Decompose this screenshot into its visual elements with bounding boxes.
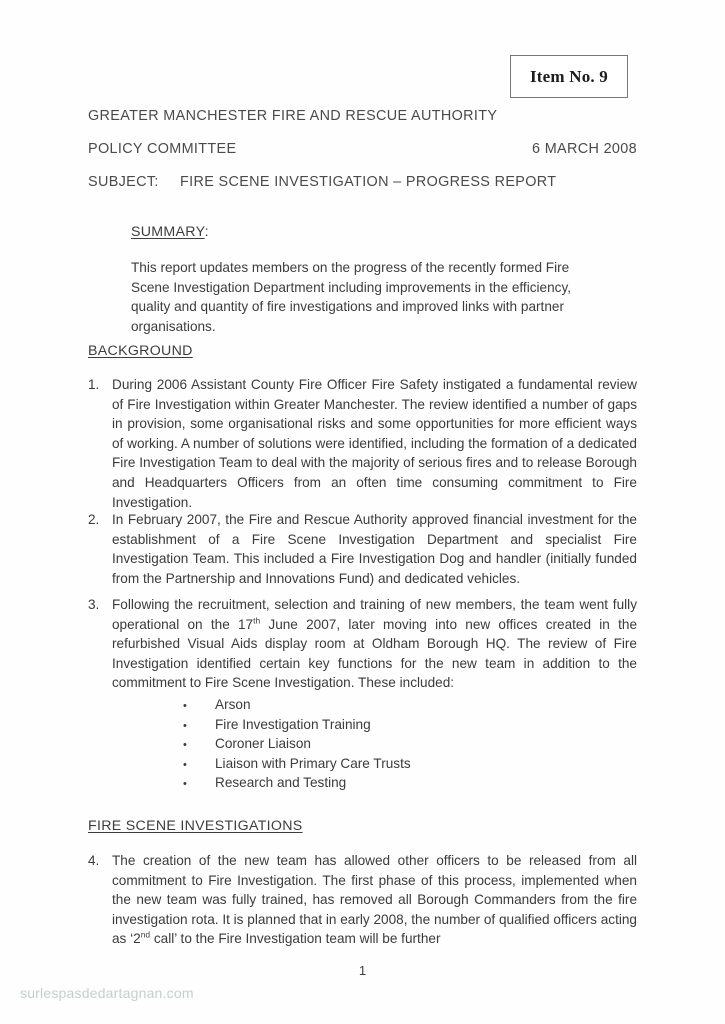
item-number-label: Item No. 9 bbox=[529, 66, 608, 86]
authority-title: GREATER MANCHESTER FIRE AND RESCUE AUTHORITY bbox=[88, 108, 498, 124]
paragraph-text: During 2006 Assistant County Fire Officer Fire Safety instigated a fundamental review of Fire Investigation within Greater Manchester. The review identified a number of gaps in provision, some organisational risks and some opportunities for more efficient ways of working. A number of solutions were identified, including the formation of a dedicated Fire Investigation Team to deal with the majority of serious fires and to release Borough and Headquarters Officers from an often time consuming commitment to Fire Investigation. bbox=[112, 377, 637, 510]
list-item bbox=[183, 716, 411, 736]
summary-heading bbox=[131, 224, 209, 240]
paragraph-text: In February 2007, the Fire and Rescue Authority approved financial investment for the establishment of a Fire Scene Investigation Department and specialist Fire Investigation Team. This included a Fire Investigation Dog and handler (initially funded from the Partnership and Innovations Fund) and dedicated vehicles. bbox=[112, 512, 637, 586]
paragraph-text-part-1: The creation of the new team has allowed other officers to be released from all commitment to Fire Investigation. The first phase of this process, implemented when the new team was fully trained, has removed all Borough Commanders from the fire investigation rota. It is planned that in early 2008, the number of qualified officers acting as ‘2 bbox=[112, 853, 637, 947]
background-paragraph-3 bbox=[88, 595, 637, 693]
background-heading: BACKGROUND bbox=[88, 343, 193, 359]
summary-heading-colon: : bbox=[204, 224, 209, 240]
bullet-icon: • bbox=[183, 719, 187, 732]
bullet-icon: • bbox=[183, 700, 187, 712]
list-item-label: Arson bbox=[215, 697, 251, 712]
list-item-label: Research and Testing bbox=[215, 775, 347, 791]
key-functions-list bbox=[183, 696, 411, 794]
bullet-icon: • bbox=[183, 778, 187, 791]
list-item bbox=[183, 696, 411, 716]
list-item bbox=[183, 774, 411, 794]
meeting-date: 6 MARCH 2008 bbox=[532, 141, 637, 157]
summary-body: This report updates members on the progress of the recently formed Fire Scene Investigation Department including improvements in the efficiency, quality and quantity of fire investigations and improved links with partner organisations. bbox=[131, 260, 572, 334]
subject-label: SUBJECT: bbox=[88, 174, 159, 190]
committee-title: POLICY COMMITTEE bbox=[88, 141, 237, 157]
fire-scene-investigations-heading: FIRE SCENE INVESTIGATIONS bbox=[88, 818, 303, 834]
list-item-label: Fire Investigation Training bbox=[215, 716, 371, 732]
fire-scene-paragraph-4 bbox=[88, 851, 637, 949]
paragraph-number: 4. bbox=[88, 853, 100, 868]
ordinal-suffix: th bbox=[253, 615, 261, 626]
paragraph-number: 2. bbox=[88, 512, 100, 527]
watermark: surlespasdedartagnan.com bbox=[20, 985, 194, 1001]
bullet-icon: • bbox=[183, 758, 187, 771]
paragraph-text-part-2: call’ to the Fire Investigation team will be further bbox=[150, 931, 441, 947]
ordinal-suffix: nd bbox=[140, 929, 151, 940]
background-paragraph-2 bbox=[88, 510, 637, 588]
paragraph-text-part-2: June 2007, later moving into new offices created in the refurbished Visual Aids display room at Oldham Borough HQ. The review of Fire Investigation identified certain key functions for the new team in addition to the commitment to Fire Scene Investigation. These included: bbox=[112, 616, 638, 691]
paragraph-text bbox=[112, 851, 637, 949]
list-item-label: Coroner Liaison bbox=[215, 736, 311, 752]
page-number: 1 bbox=[358, 963, 367, 978]
list-item-label: Liaison with Primary Care Trusts bbox=[215, 755, 411, 771]
summary-heading-text: SUMMARY bbox=[131, 224, 205, 240]
paragraph-number: 1. bbox=[88, 377, 100, 392]
item-number-box bbox=[510, 55, 628, 98]
subject-value: FIRE SCENE INVESTIGATION – PROGRESS REPORT bbox=[180, 174, 557, 190]
paragraph-number: 3. bbox=[88, 597, 100, 612]
list-item bbox=[183, 755, 411, 775]
bullet-icon: • bbox=[183, 739, 187, 752]
list-item bbox=[183, 735, 411, 755]
paragraph-text bbox=[112, 595, 637, 693]
subject-row bbox=[88, 174, 556, 190]
background-paragraph-1 bbox=[88, 375, 637, 512]
paragraph-text-part-1: Following the recruitment, selection and training of new members, the team went fully operational on the 17 bbox=[112, 597, 637, 632]
